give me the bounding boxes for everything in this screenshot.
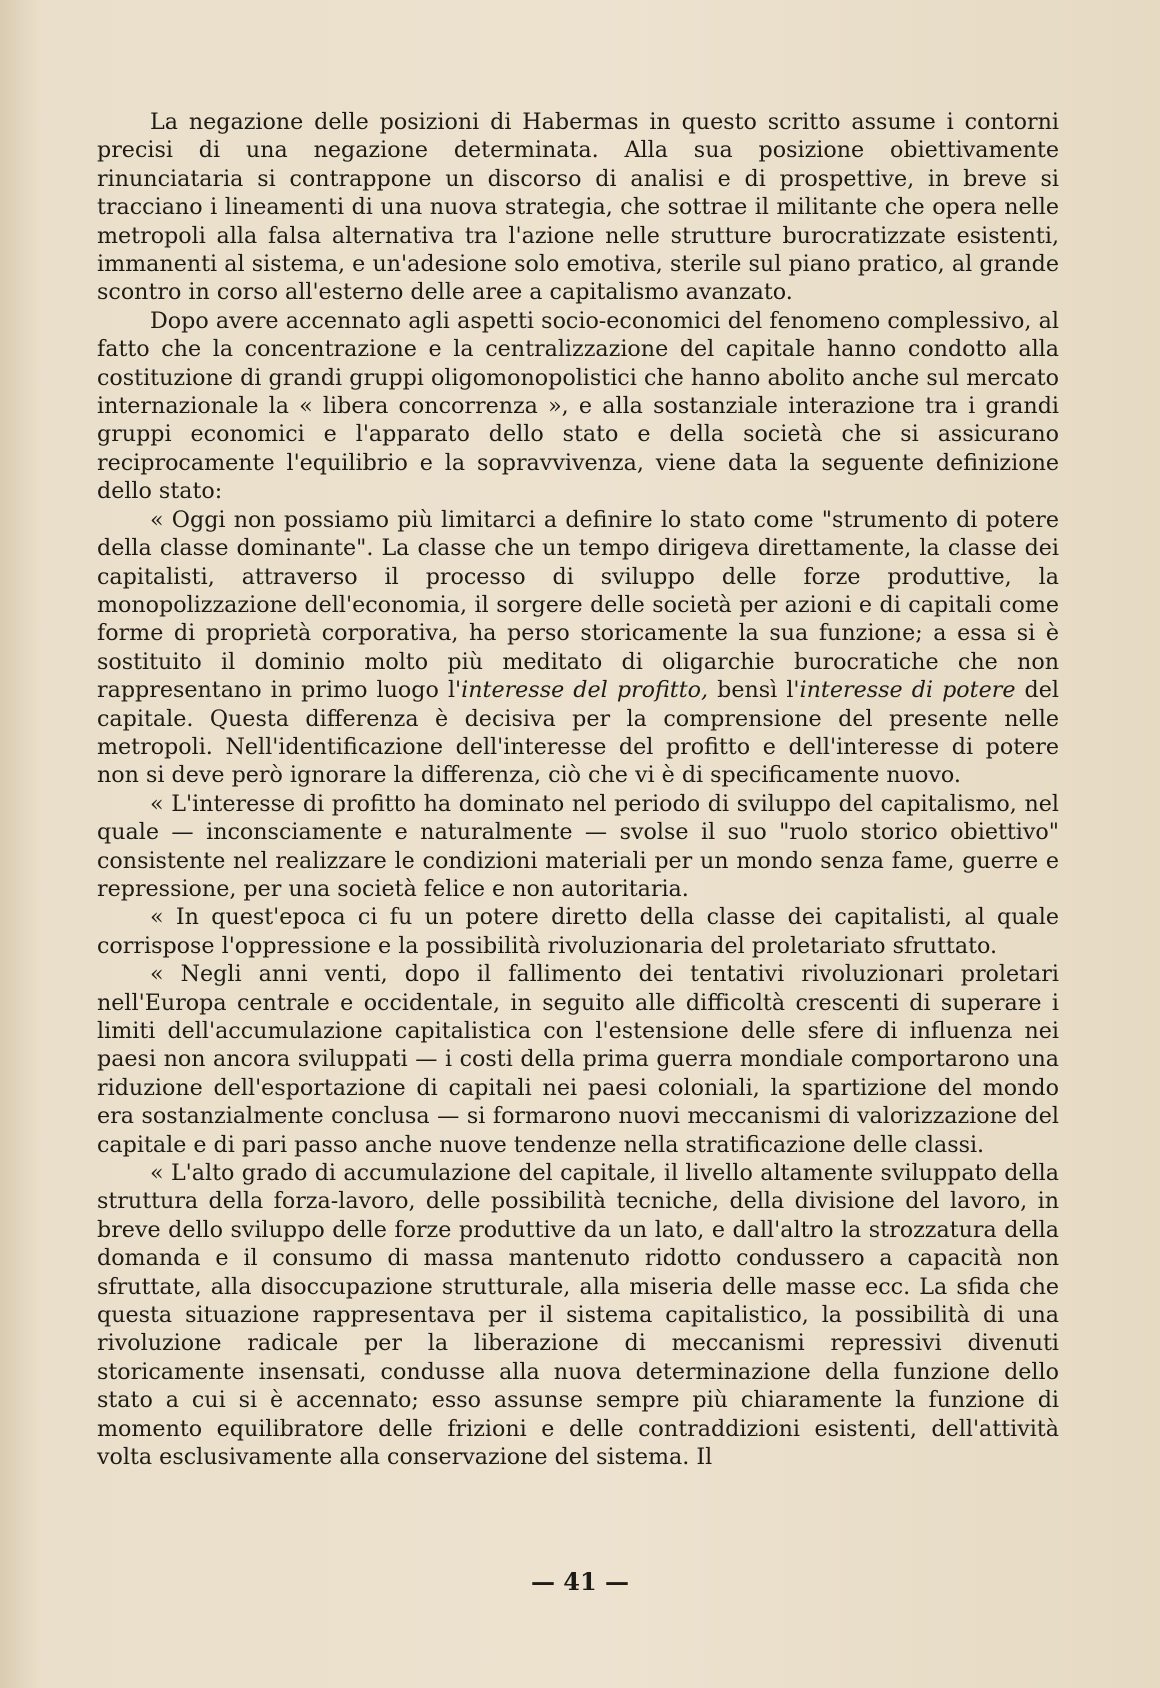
emphasis-power-interest: interesse di potere <box>799 677 1016 704</box>
paragraph-quote-state <box>97 506 1059 790</box>
paragraph-accumulation: « L'alto grado di accumulazione del capitale, il livello altamente sviluppato della struttura della forza-lavoro, delle possibilità tecniche, della divisione del lavoro, in breve dello sviluppo delle forze produttive da un lato, e dall'altro la strozzatura della domanda e il consumo di massa mantenuto ridotto condussero a capacità non sfruttate, alla disoccupazione strutturale, alla miseria delle masse ecc. La sfida che questa situazione rappresentava per il sistema capitalistico, la possibilità di una rivoluzione radicale per la liberazione di meccanismi repressivi divenuti storicamente insensati, condusse alla nuova determinazione della funzione dello stato a cui si è accennato; esso assunse sempre più chiaramente la funzione di momento equilibratore delle frizioni e delle contraddizioni esistenti, dell'attività volta esclusivamente alla conservazione del sistema. Il <box>97 1160 1059 1471</box>
paragraph-twenties: « Negli anni venti, dopo il fallimento dei tentativi rivoluzionari proletari nell'Europa centrale e occidentale, in seguito alle difficoltà crescenti di superare i limiti dell'accumulazione capitalistica con l'estensione delle sfere di influenza nei paesi non ancora sviluppati — i costi della prima guerra mondiale comportarono una riduzione dell'esportazione di capitali nei paesi coloniali, la spartizione del mondo era sostanzialmente conclusa — si formarono nuovi meccanismi di valorizzazione del capitale e di pari passo anche nuove tendenze nella stratificazione delle classi. <box>97 961 1059 1158</box>
paragraph-direct-power: « In quest'epoca ci fu un potere diretto della classe dei capitalisti, al quale corrispose l'oppressione e la possibilità rivoluzionaria del proletariato sfruttato. <box>97 904 1059 959</box>
body-text <box>97 108 1059 1472</box>
quote-text-middle: bensì l' <box>708 677 800 704</box>
page-number: — 41 — <box>530 1567 630 1596</box>
paragraph-state-definition-intro: Dopo avere accennato agli aspetti socio-economici del fenomeno complessivo, al fatto che la concentrazione e la centralizzazione del capitale hanno condotto alla costituzione di grandi gruppi oligomonopolistici che hanno abolito anche sul mercato internazionale la « libera concorrenza », e alla sostanziale interazione tra i grandi gruppi economici e l'apparato dello stato e della società che si assicurano reciprocamente l'equilibrio e la sopravvivenza, viene data la seguente definizione dello stato: <box>97 307 1059 505</box>
quote-text-start: « Oggi non possiamo più limitarci a definire lo stato come "strumento di potere della classe dominante". La classe che un tempo dirigeva direttamente, la classe dei capitalisti, attraverso il processo di sviluppo delle forze produttive, la monopolizzazione dell'economia, il sorgere delle società per azioni e di capitali come forme di proprietà corporativa, ha perso storicamente la sua funzione; a essa si è sostituito il dominio molto più meditato di oligarchie burocratiche che non rappresentano in primo luogo l' <box>97 506 1059 704</box>
paragraph-habermas: La negazione delle posizioni di Habermas in questo scritto assume i contorni precisi di una negazione determinata. Alla sua posizione obiettivamente rinunciataria si contrappone un discorso di analisi e di prospettive, in breve si tracciano i lineamenti di una nuova strategia, che sottrae il militante che opera nelle metropoli alla falsa alternativa tra l'azione nelle strutture burocratizzate esistenti, immanenti al sistema, e un'adesione solo emotiva, sterile sul piano pratico, al grande scontro in corso all'esterno delle aree a capitalismo avanzato. <box>97 109 1059 306</box>
quote-text-end: del capitale. Questa differenza è decisiva per la comprensione del presente nelle metropoli. Nell'identificazione dell'interesse del profitto e dell'interesse di potere non si deve però ignorare la differenza, ciò che vi è di specificamente nuovo. <box>97 677 1059 789</box>
emphasis-profit-interest: interesse del profitto, <box>461 677 709 704</box>
paragraph-profit-interest: « L'interesse di profitto ha dominato nel periodo di sviluppo del capitalismo, nel quale — inconsciamente e naturalmente — svolse il suo "ruolo storico obiettivo" consistente nel realizzare le condizioni materiali per un mondo senza fame, guerre e repressione, per una società felice e non autoritaria. <box>97 790 1059 902</box>
